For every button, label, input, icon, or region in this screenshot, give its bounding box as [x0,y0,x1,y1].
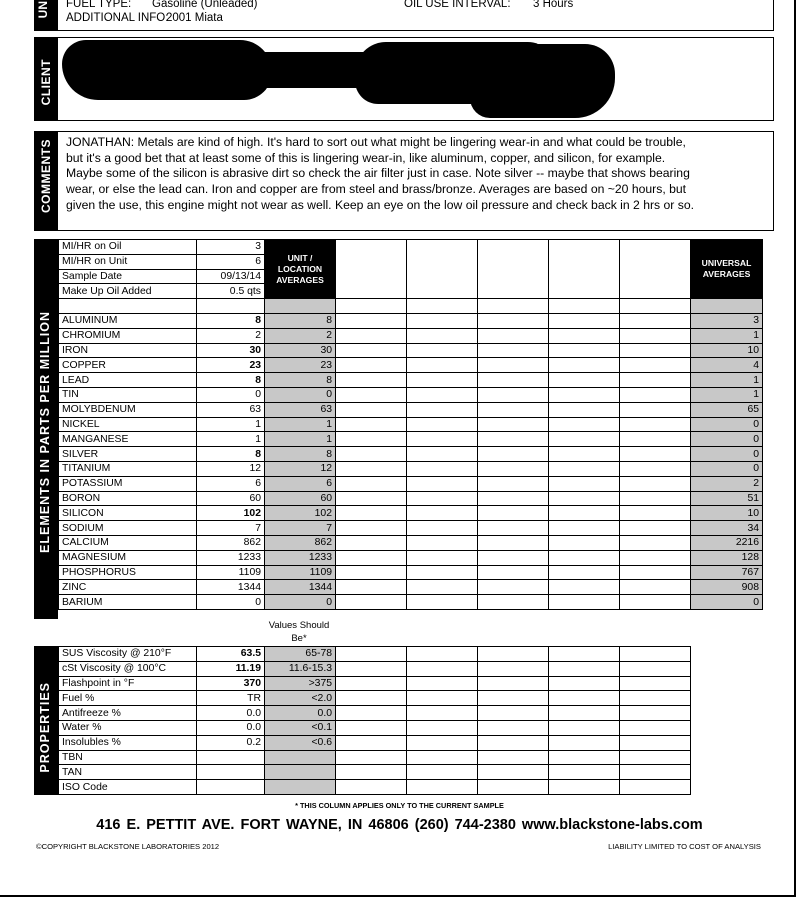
element-name: MOLYBDENUM [59,402,197,417]
oil-use-interval-value: 3 Hours [533,0,574,10]
element-universal-average: 1 [691,328,763,343]
element-name: SODIUM [59,521,197,536]
element-row [59,387,763,402]
property-should-be: >375 [265,676,336,691]
element-universal-average: 10 [691,506,763,521]
header-info-value: 6 [197,254,265,269]
values-should-be-note: Values Should Be* [268,620,330,644]
additional-info-value: 2001 Miata [166,12,223,24]
element-name: CHROMIUM [59,328,197,343]
element-row [59,358,763,373]
element-universal-average: 767 [691,565,763,580]
property-row [59,676,691,691]
element-universal-average: 128 [691,550,763,565]
property-should-be: <0.1 [265,720,336,735]
element-unit-average: 8 [265,313,336,328]
element-value: 8 [197,313,265,328]
header-info-label: Sample Date [59,269,197,284]
element-row [59,328,763,343]
element-name: BARIUM [59,595,197,610]
property-row [59,647,691,662]
client-tab-label: CLIENT [39,59,53,106]
element-unit-average: 0 [265,595,336,610]
element-universal-average: 65 [691,402,763,417]
property-name: Flashpoint in °F [59,676,197,691]
element-row [59,535,763,550]
element-name: IRON [59,343,197,358]
property-should-be [265,750,336,765]
oil-use-interval-label: OIL USE INTERVAL: [404,0,511,10]
element-value: 12 [197,461,265,476]
element-unit-average: 862 [265,535,336,550]
property-should-be: 11.6-15.3 [265,661,336,676]
element-name: ZINC [59,580,197,595]
element-value: 30 [197,343,265,358]
property-name: cSt Viscosity @ 100°C [59,661,197,676]
element-universal-average: 0 [691,461,763,476]
property-value: 11.19 [197,661,265,676]
element-row [59,402,763,417]
element-unit-average: 7 [265,521,336,536]
property-value [197,765,265,780]
element-name: ALUMINUM [59,313,197,328]
property-value: 0.0 [197,720,265,735]
element-value: 1233 [197,550,265,565]
property-row [59,720,691,735]
property-name: Fuel % [59,691,197,706]
liability-note: LIABILITY LIMITED TO COST OF ANALYSIS [608,842,761,851]
element-name: POTASSIUM [59,476,197,491]
universal-averages-header: UNIVERSAL AVERAGES [691,240,763,299]
unit-location-averages-header: UNIT / LOCATION AVERAGES [265,240,336,299]
property-name: TAN [59,765,197,780]
element-row [59,491,763,506]
element-value: 8 [197,373,265,388]
element-unit-average: 1 [265,432,336,447]
elements-table [58,239,763,610]
property-name: SUS Viscosity @ 210°F [59,647,197,662]
header-info-value: 0.5 qts [197,284,265,299]
properties-section-tab [34,646,58,795]
element-unit-average: 1109 [265,565,336,580]
property-should-be: 65-78 [265,647,336,662]
element-row [59,476,763,491]
comments-text: JONATHAN: Metals are kind of high. It's hard to sort out what might be lingering wear-in and what could be trouble, but it's a good bet that at least some of this is lingering wear-in, like aluminum, copper, and silicon, for example. Maybe some of the silicon is abrasive dirt so check the air filter just in case. Note silver -- maybe that shows bearing wear, or else the lead can. Iron and copper are from steel and brass/bronze. Averages are based on ~20 hours, but given the use, this engine might not wear as well. Keep an eye on the low oil pressure and check back in 2 hrs or so. [66,135,695,212]
element-row [59,461,763,476]
header-info-label: Make Up Oil Added [59,284,197,299]
element-row [59,313,763,328]
element-unit-average: 1 [265,417,336,432]
element-row [59,343,763,358]
property-should-be: <2.0 [265,691,336,706]
property-value [197,750,265,765]
element-value: 6 [197,476,265,491]
element-universal-average: 0 [691,447,763,462]
property-should-be: 0.0 [265,706,336,721]
elements-tab-label: ELEMENTS IN PARTS PER MILLION [38,311,52,553]
element-name: MANGANESE [59,432,197,447]
property-row [59,691,691,706]
additional-info-label: ADDITIONAL INFO: [66,12,169,24]
property-value [197,780,265,795]
properties-table [58,646,691,795]
element-name: TITANIUM [59,461,197,476]
property-name: Water % [59,720,197,735]
property-should-be [265,765,336,780]
element-name: SILVER [59,447,197,462]
element-value: 2 [197,328,265,343]
property-row [59,765,691,780]
element-value: 23 [197,358,265,373]
element-value: 1344 [197,580,265,595]
element-name: SILICON [59,506,197,521]
element-unit-average: 1344 [265,580,336,595]
fuel-type-value: Gasoline (Unleaded) [152,0,258,10]
property-name: Antifreeze % [59,706,197,721]
element-value: 862 [197,535,265,550]
fuel-type-label: FUEL TYPE: [66,0,132,10]
element-unit-average: 63 [265,402,336,417]
property-row [59,750,691,765]
header-info-value: 09/13/14 [197,269,265,284]
properties-tab-label: PROPERTIES [38,682,52,773]
element-universal-average: 10 [691,343,763,358]
property-row [59,706,691,721]
element-universal-average: 0 [691,432,763,447]
property-row [59,661,691,676]
property-should-be [265,780,336,795]
property-row [59,780,691,795]
element-name: BORON [59,491,197,506]
element-value: 0 [197,595,265,610]
element-unit-average: 0 [265,387,336,402]
element-unit-average: 2 [265,328,336,343]
element-row [59,565,763,580]
element-universal-average: 908 [691,580,763,595]
element-unit-average: 30 [265,343,336,358]
element-name: NICKEL [59,417,197,432]
header-info-row [59,240,763,255]
element-unit-average: 102 [265,506,336,521]
element-universal-average: 2 [691,476,763,491]
element-name: COPPER [59,358,197,373]
element-value: 60 [197,491,265,506]
element-row [59,432,763,447]
element-universal-average: 4 [691,358,763,373]
element-row [59,417,763,432]
element-row [59,447,763,462]
header-info-value: 3 [197,240,265,255]
element-unit-average: 6 [265,476,336,491]
element-universal-average: 1 [691,387,763,402]
element-value: 7 [197,521,265,536]
element-name: LEAD [59,373,197,388]
property-name: ISO Code [59,780,197,795]
element-name: MAGNESIUM [59,550,197,565]
client-section-tab [34,37,58,121]
element-row [59,373,763,388]
element-universal-average: 3 [691,313,763,328]
header-info-label: MI/HR on Unit [59,254,197,269]
element-universal-average: 2216 [691,535,763,550]
element-universal-average: 34 [691,521,763,536]
property-value: 370 [197,676,265,691]
property-value: TR [197,691,265,706]
header-info-label: MI/HR on Oil [59,240,197,255]
element-value: 1 [197,417,265,432]
copyright: ©COPYRIGHT BLACKSTONE LABORATORIES 2012 [36,842,220,851]
element-row [59,506,763,521]
element-value: 63 [197,402,265,417]
property-row [59,735,691,750]
property-should-be: <0.6 [265,735,336,750]
element-value: 8 [197,447,265,462]
element-name: CALCIUM [59,535,197,550]
element-unit-average: 1233 [265,550,336,565]
element-universal-average: 0 [691,417,763,432]
element-value: 0 [197,387,265,402]
element-row [59,580,763,595]
elements-section-tab [34,239,58,619]
element-universal-average: 1 [691,373,763,388]
unit-section-tab [34,0,58,31]
element-row [59,550,763,565]
element-name: PHOSPHORUS [59,565,197,580]
element-value: 1109 [197,565,265,580]
property-name: Insolubles % [59,735,197,750]
element-value: 102 [197,506,265,521]
element-unit-average: 12 [265,461,336,476]
comments-section-tab [34,131,58,231]
unit-tab-label: UN [36,1,50,19]
element-unit-average: 60 [265,491,336,506]
element-unit-average: 8 [265,447,336,462]
element-unit-average: 23 [265,358,336,373]
element-value: 1 [197,432,265,447]
lab-address: 416 E. PETTIT AVE. FORT WAYNE, IN 46806 (260) 744-2380 www.blackstone-labs.com [96,817,703,833]
comments-tab-label: COMMENTS [39,139,53,213]
element-universal-average: 0 [691,595,763,610]
element-unit-average: 8 [265,373,336,388]
element-universal-average: 51 [691,491,763,506]
element-row [59,595,763,610]
property-value: 0.2 [197,735,265,750]
property-name: TBN [59,750,197,765]
property-value: 0.0 [197,706,265,721]
element-name: TIN [59,387,197,402]
property-value: 63.5 [197,647,265,662]
footnote: * THIS COLUMN APPLIES ONLY TO THE CURRENT SAMPLE [295,801,504,810]
element-row [59,521,763,536]
